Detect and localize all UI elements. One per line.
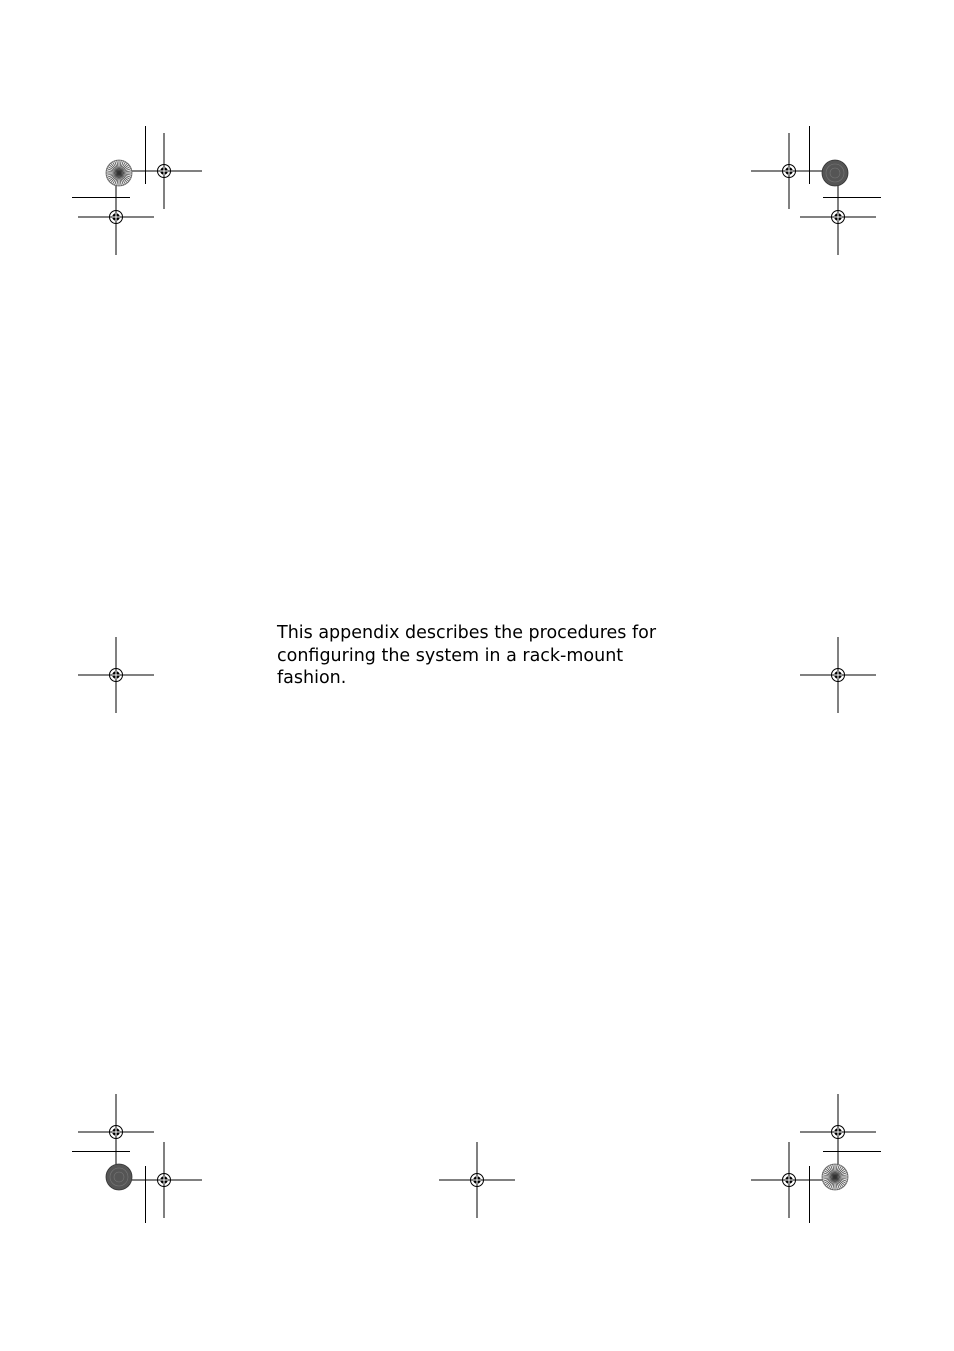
starburst-target-icon (106, 160, 132, 186)
crosshair-registration-icon (78, 179, 154, 255)
crosshair-registration-icon (78, 637, 154, 713)
crosshair-registration-icon (78, 1094, 154, 1170)
crosshair-registration-icon (800, 179, 876, 255)
crosshair-registration-icon (800, 1094, 876, 1170)
crosshair-registration-icon (751, 133, 827, 209)
crosshair-registration-icon (126, 133, 202, 209)
crosshair-registration-icon (800, 637, 876, 713)
appendix-intro-text: This appendix describes the procedures for configuring the system in a rack-mount fashion. (277, 623, 657, 688)
crosshair-registration-icon (751, 1142, 827, 1218)
crosshair-registration-icon (439, 1142, 515, 1218)
starburst-target-icon (822, 1164, 848, 1190)
dark-color-target-icon (106, 1164, 132, 1190)
crosshair-registration-icon (126, 1142, 202, 1218)
dark-color-target-icon (822, 160, 848, 186)
